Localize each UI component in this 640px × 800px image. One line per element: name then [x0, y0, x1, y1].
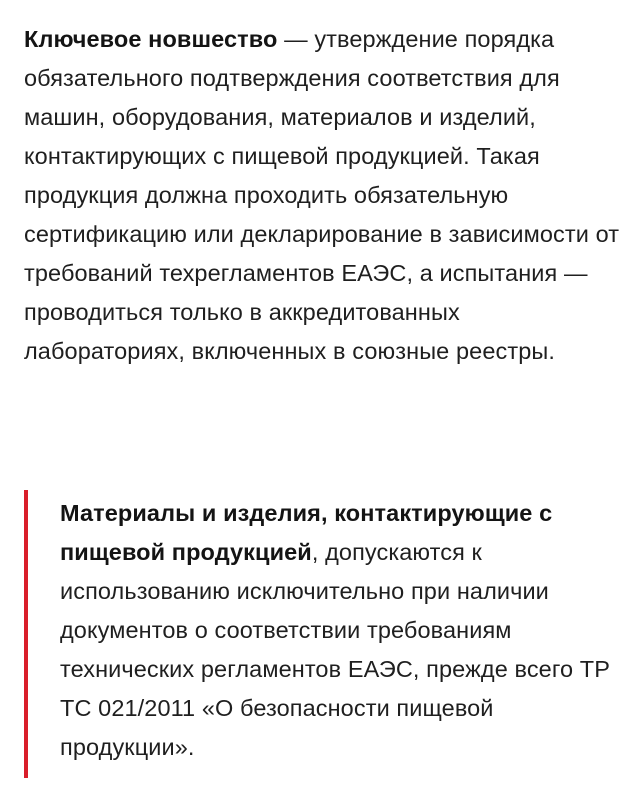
paragraph-lead-bold: Ключевое новшество	[24, 26, 278, 52]
quote-paragraph	[60, 494, 620, 767]
blockquote	[24, 490, 614, 778]
paragraph-text: — утверждение порядка обязательного подтверждения соответствия для машин, оборудования, материалов и изделий, контактирующих с пищевой продукцией. Такая продукция должна проходить обязательную сертификацию или декларирование в зависимости от требований техрегламентов ЕАЭС, а испытания — проводиться только в аккредитованных лабораториях, включенных в союзные реестры.	[24, 26, 620, 364]
quote-lead-bold: Материалы и изделия, контактирующие с пищевой продукцией	[60, 500, 553, 565]
article-body	[24, 20, 624, 371]
quote-text: , допускаются к использованию исключительно при наличии документов о соответствии требованиям технических регламентов ЕАЭС, прежде всего ТР ТС 021/2011 «О безопасности пищевой продукции».	[60, 539, 611, 760]
article-paragraph	[24, 20, 624, 371]
